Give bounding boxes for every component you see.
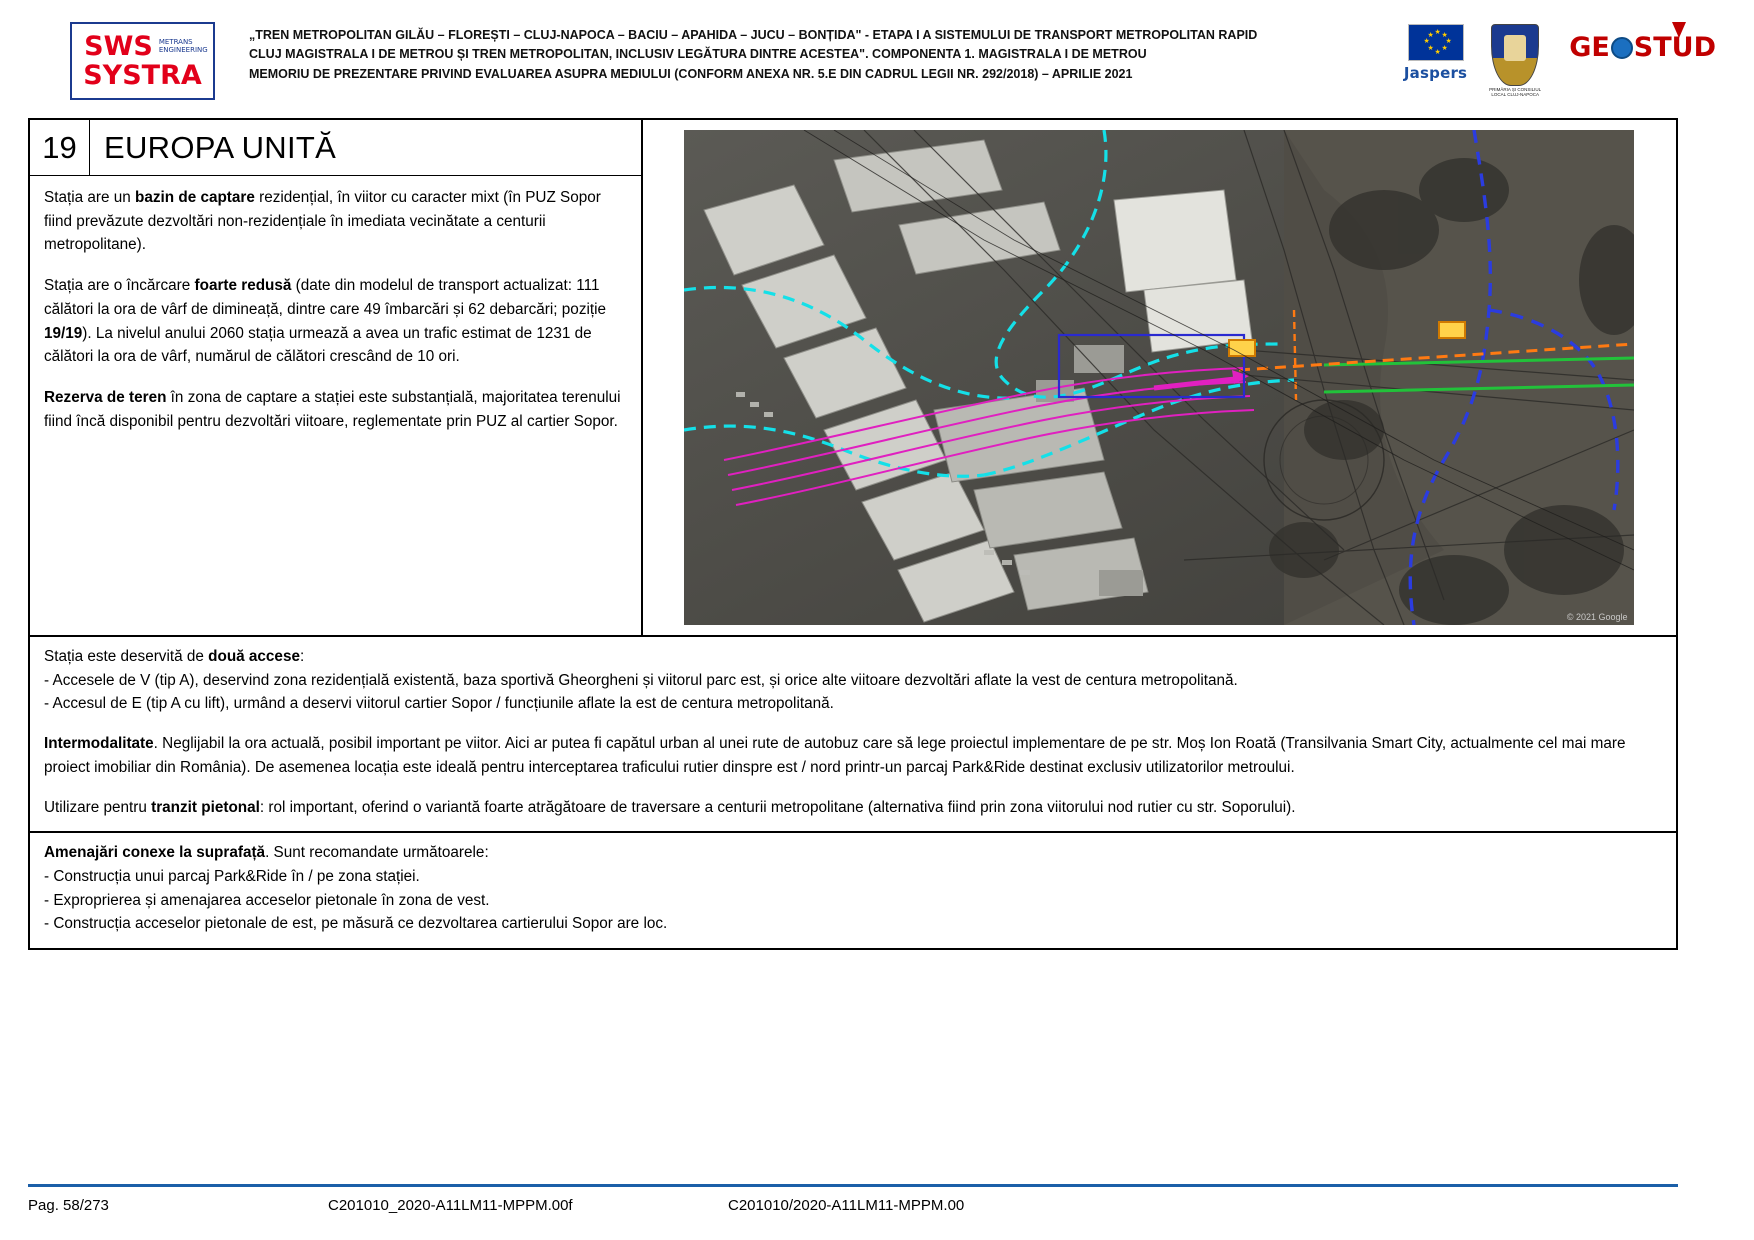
paragraph [44, 186, 627, 257]
header-title-line-2: CLUJ MAGISTRALA I DE METROU ȘI TREN METROPOLITAN, INCLUSIV LEGĂTURA DINTRE ACESTEA". COMPONENTA 1. MAGISTRALA I DE METROU [249, 47, 1147, 62]
body-text: - Accesele de V (tip A), deservind zona rezidențială existentă, baza sportivă Gheorgheni și viitorul parc est, și orice alte viitoare dezvoltări aflate la vest de centura metropolitană. [44, 671, 1238, 689]
sws-text: SWS [84, 31, 153, 62]
paragraph [44, 841, 1662, 865]
paragraph [44, 386, 627, 433]
emphasis-text: foarte redusă [194, 277, 292, 295]
jaspers-logo [1404, 24, 1467, 82]
body-text: Utilizare pentru [44, 798, 152, 816]
aerial-map-image[interactable] [684, 130, 1634, 625]
body-text: rezidențial, în viitor cu caracter mixt (în PUZ Sopor fiind prevăzute dezvoltări non-rezidențiale în imediata vecinătate a centurii metropolitane). [44, 189, 601, 254]
map-pin-icon [1672, 22, 1686, 38]
document-footer [28, 1184, 1726, 1214]
body-text: . Neglijabil la ora actuală, posibil important pe viitor. Aici ar putea fi capătul urban al unei rute de autobuz care să lege proiectul implementare de pe str. Moș Ion Roată (Transilvania Smart City, actualmente cel mai mare proiect imobiliar din România). De asemenea locația este ideală pentru interceptarea traficului rutier dinspre est / nord printr-un parcaj Park&Ride destinat exclusiv utilizatorilor metroului. [44, 735, 1626, 776]
city-crest-logo [1491, 24, 1545, 97]
footer-doc-code-1: C201010_2020-A11LM11-MPPM.00f [328, 1197, 573, 1214]
body-text: în zona de captare a stației este substanțială, majoritatea terenului fiind încă disponibil pentru dezvoltări viitoare, reglementate prin PUZ al cartier Sopor. [44, 388, 621, 430]
emphasis-text: tranzit pietonal [151, 798, 260, 816]
header-project-title [215, 18, 1404, 84]
sws-subtitle: METRANS ENGINEERING [158, 38, 208, 54]
emphasis-text: Amenajări conexe la suprafață [44, 844, 266, 862]
geostud-logo [1569, 24, 1716, 61]
globe-icon [1611, 37, 1633, 59]
paragraph [44, 692, 1662, 716]
geostud-text-2: STUD [1633, 32, 1716, 63]
access-section [30, 637, 1676, 831]
jaspers-label [1404, 64, 1467, 82]
station-number: 19 [30, 120, 90, 175]
sws-wordmark [84, 31, 208, 62]
station-name: EUROPA UNITĂ [104, 129, 337, 165]
emphasis-text: bazin de captare [135, 189, 255, 206]
surface-works-section [30, 831, 1676, 948]
station-card-top [30, 120, 1676, 637]
jaspers-text: Jaspers [1403, 64, 1468, 82]
body-text: - Construcția acceselor pietonale de est, pe măsură ce dezvoltarea cartierului Sopor are loc. [44, 915, 668, 933]
header-title-line-1: „TREN METROPOLITAN GILĂU – FLOREȘTI – CLUJ-NAPOCA – BACIU – APAHIDA – JUCU – BONȚIDA" - ETAPA I A SISTEMULUI DE TRANSPORT METROPOLITAN RAPID [249, 28, 1258, 42]
body-text: Stația are o încărcare [44, 277, 195, 295]
body-text: Stația este deservită de [44, 648, 209, 665]
paragraph [44, 274, 627, 369]
paragraph [44, 796, 1662, 820]
map-cell [643, 120, 1676, 635]
paragraph [44, 889, 1662, 913]
body-text: - Exproprierea și amenajarea acceselor pietonale în zona de vest. [44, 891, 490, 909]
emphasis-text: Intermodalitate [44, 735, 154, 753]
footer-doc-code-2: C201010/2020-A11LM11-MPPM.00 [728, 1197, 965, 1214]
station-header [30, 120, 641, 176]
sws-systra-logo [70, 22, 215, 100]
crest-label: PRIMĂRIA ȘI CONSILIUL LOCAL CLUJ-NAPOCA [1489, 87, 1542, 97]
body-text: : [299, 648, 305, 665]
paragraph [44, 865, 1662, 889]
eu-flag-icon [1408, 24, 1464, 61]
map-credit: © 2021 Google [1566, 612, 1628, 622]
footer-row [28, 1197, 1726, 1214]
eu-stars: ★ ★ ★ ★ ★ ★ ★ ★ [1423, 29, 1452, 56]
geostud-text-1: GE [1569, 32, 1610, 63]
crest-icon [1491, 24, 1539, 86]
footer-divider [28, 1184, 1678, 1187]
emphasis-text: Rezerva de teren [44, 388, 167, 406]
paragraph [44, 669, 1662, 693]
emphasis-text: două accese [208, 648, 300, 665]
emphasis-text: 19/19 [44, 324, 83, 342]
systra-wordmark: SYSTRA [83, 60, 202, 91]
body-text: Stația are un [44, 189, 135, 206]
body-text: . Sunt recomandate următoarele: [265, 844, 489, 862]
body-text: ). La nivelul anului 2060 stația urmează a avea un trafic estimat de 1231 de călători la ora de vârf, numărul de călători crescând de 10 ori. [44, 324, 592, 366]
station-text-sections [30, 637, 1676, 948]
station-card [28, 118, 1678, 950]
body-text: : rol important, oferind o variantă foarte atrăgătoare de traversare a centurii metropolitane (alternativa fiind prin zona viitorului nod rutier cu str. Soporului). [259, 798, 1296, 816]
document-header [0, 0, 1754, 112]
paragraph [44, 912, 1662, 936]
body-text: (date din modelul de transport actualizat: 111 călători la ora de vârf de dimineață, dintre care 49 îmbarcări și 62 debarcări; poziție [44, 277, 607, 318]
station-description-column [30, 120, 643, 635]
body-text: - Construcția unui parcaj Park&Ride în / pe zona stației. [44, 867, 420, 885]
header-logo-group [1404, 18, 1726, 97]
map-overlay-graphics [684, 130, 1634, 625]
body-text: - Accesul de E (tip A cu lift), urmând a deservi viitorul cartier Sopor / funcțiunile aflate la est de centura metropolitană. [44, 695, 834, 713]
paragraph [44, 732, 1662, 779]
paragraph [44, 645, 1662, 669]
footer-page-number: Pag. 58/273 [28, 1197, 109, 1214]
header-title-line-3: MEMORIU DE PREZENTARE PRIVIND EVALUAREA ASUPRA MEDIULUI (CONFORM ANEXA NR. 5.E DIN CADRUL LEGII NR. 292/2018) – APRILIE 2021 [249, 66, 1133, 81]
station-paragraphs [30, 176, 641, 443]
